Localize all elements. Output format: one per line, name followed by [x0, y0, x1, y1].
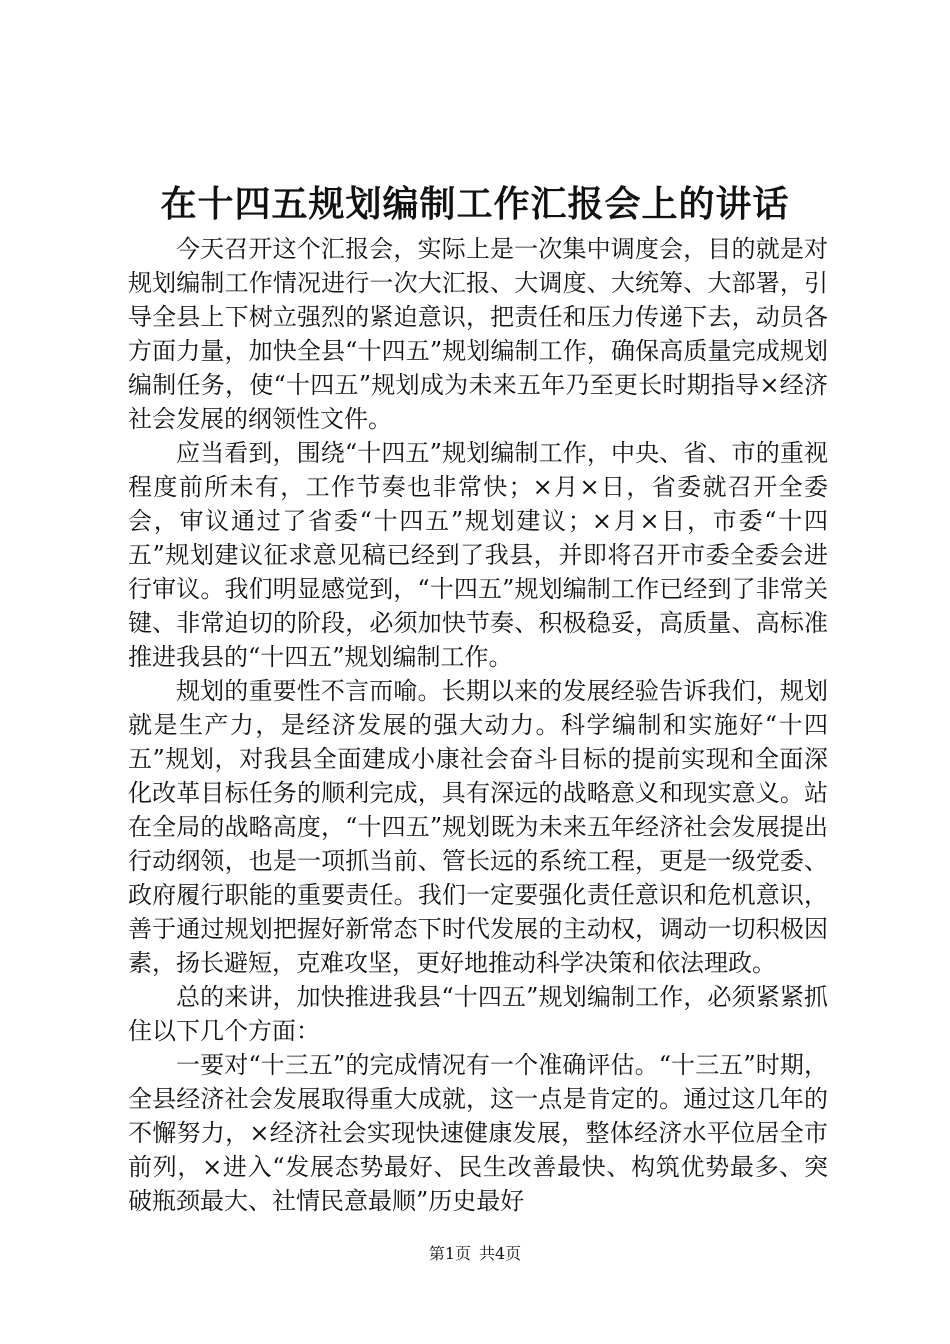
paragraph-2: 应当看到，围绕“十四五”规划编制工作，中央、省、市的重视程度前所未有，工作节奏也非常快；×月×日，省委就召开全委会，审议通过了省委“十四五”规划建议；×月×日，市委“十四五”规划建议征求意见稿已经到了我县，并即将召开市委全委会进行审议。我们明显感觉到，“十四五”规划编制工作已经到了非常关键、非常迫切的阶段，必须加快节奏、积极稳妥，高质量、高标准推进我县的“十四五”规划编制工作。	[128, 439, 828, 671]
page-footer	[0, 1243, 950, 1265]
document-title: 在十四五规划编制工作汇报会上的讲话	[160, 183, 790, 225]
paragraph-5: 一要对“十三五”的完成情况有一个准确评估。“十三五”时期，全县经济社会发展取得重大成就，这一点是肯定的。通过这几年的不懈努力，×经济社会实现快速健康发展，整体经济水平位居全市前列，×进入“发展态势最好、民生改善最快、构筑优势最多、突破瓶颈最大、社情民意最顺”历史最好	[128, 1051, 828, 1215]
page-number: 第1页	[428, 1244, 471, 1263]
paragraph-4: 总的来讲，加快推进我县“十四五”规划编制工作，必须紧紧抓住以下几个方面：	[128, 983, 828, 1045]
paragraph-3: 规划的重要性不言而喻。长期以来的发展经验告诉我们，规划就是生产力，是经济发展的强大动力。科学编制和实施好“十四五”规划，对我县全面建成小康社会奋斗目标的提前实现和全面深化改革目标任务的顺利完成，具有深远的战略意义和现实意义。站在全局的战略高度，“十四五”规划既为未来五年经济社会发展提出行动纲领，也是一项抓当前、管长远的系统工程，更是一级党委、政府履行职能的重要责任。我们一定要强化责任意识和危机意识，善于通过规划把握好新常态下时代发展的主动权，调动一切积极因素，扬长避短，克难攻坚，更好地推动科学决策和依法理政。	[128, 677, 828, 977]
document-body	[128, 232, 828, 1218]
page-total: 共4页	[479, 1244, 522, 1263]
paragraph-1: 今天召开这个汇报会，实际上是一次集中调度会，目的就是对规划编制工作情况进行一次大汇报、大调度、大统筹、大部署，引导全县上下树立强烈的紧迫意识，把责任和压力传递下去，动员各方面力量，加快全县“十四五”规划编制工作，确保高质量完成规划编制任务，使“十四五”规划成为未来五年乃至更长时期指导×经济社会发展的纲领性文件。	[128, 235, 828, 433]
